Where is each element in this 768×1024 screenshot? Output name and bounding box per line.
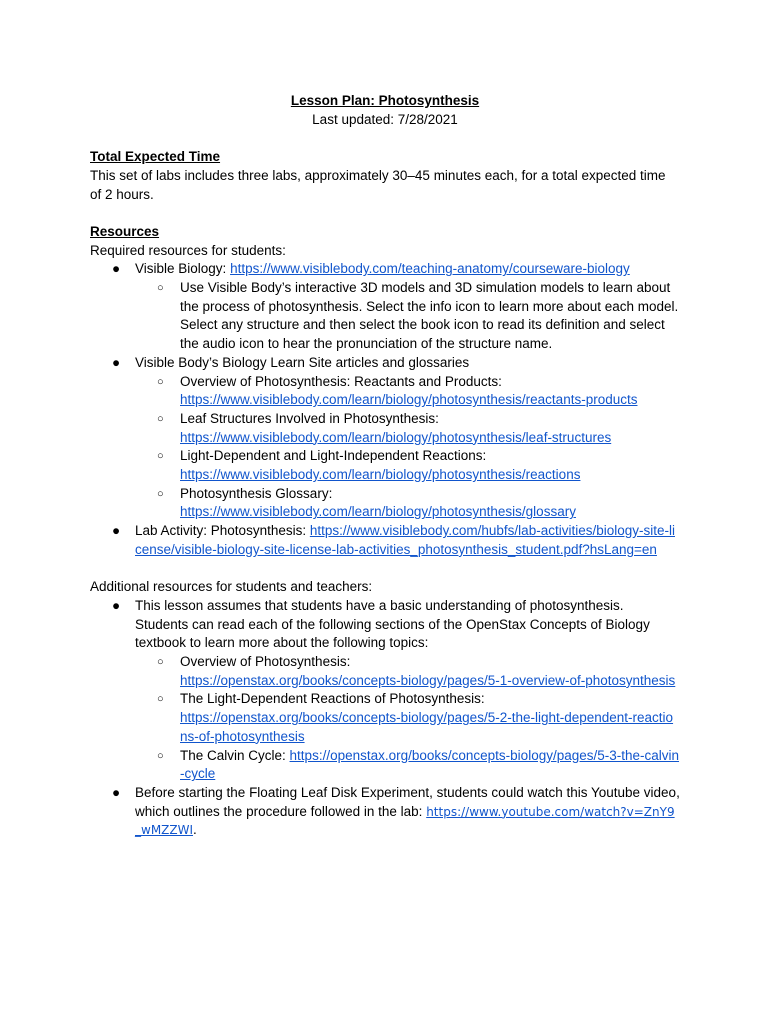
- lab-activity-link[interactable]: https://www.visiblebody.com/hubfs/lab-activities/biology-site-license/visible-biology-site-license-lab-activities_photosynthesis_student.pdf?hsLang=en: [135, 523, 675, 557]
- document-page: [90, 92, 680, 840]
- learn-item-label: Light-Dependent and Light-Independent Reactions:: [180, 448, 487, 464]
- list-item: [135, 485, 680, 522]
- learn-site-label: Visible Body’s Biology Learn Site articles and glossaries: [135, 354, 470, 370]
- additional-resources-list: [90, 597, 680, 840]
- calvin-cycle-label: The Calvin Cycle:: [180, 747, 290, 763]
- page-title: Lesson Plan: Photosynthesis: [290, 93, 480, 108]
- circle-bullet-icon: ○: [157, 487, 164, 500]
- list-item: [135, 410, 680, 447]
- circle-bullet-icon: ○: [157, 375, 164, 388]
- list-item: [90, 260, 680, 354]
- list-item: [135, 690, 680, 746]
- openstax-text: This lesson assumes that students have a basic understanding of photosynthesis. Students can read each of the following sections of the OpenStax Concepts of Biology textbook to learn more about the following topics:: [135, 597, 650, 651]
- last-updated: Last updated: 7/28/2021: [312, 111, 458, 127]
- list-item: [90, 784, 680, 840]
- visible-biology-label: Visible Biology:: [135, 261, 231, 277]
- youtube-text: Before starting the Floating Leaf Disk Experiment, students could watch this Youtube video, which outlines the procedure followed in the lab:: [135, 784, 680, 819]
- list-item: [135, 747, 680, 784]
- openstax-item-link[interactable]: https://openstax.org/books/concepts-biology/pages/5-1-overview-of-photosynthesis: [180, 672, 676, 688]
- list-item: [135, 447, 680, 484]
- bullet-icon: ●: [112, 354, 121, 370]
- total-time-heading: Total Expected Time: [90, 149, 221, 165]
- learn-item-label: Photosynthesis Glossary:: [180, 485, 333, 501]
- learn-item-link[interactable]: https://www.visiblebody.com/learn/biology/photosynthesis/reactions: [180, 467, 581, 483]
- bullet-icon: ●: [112, 597, 121, 613]
- visible-biology-detail: Use Visible Body’s interactive 3D models and 3D simulation models to learn about the process of photosynthesis. Select the info icon to learn more about each model. Select any structure and then select the book icon to read its definition and select the audio icon to hear the pronunciation of the structure name.: [180, 280, 679, 352]
- learn-item-label: Overview of Photosynthesis: Reactants and Products:: [180, 373, 502, 389]
- learn-item-label: Leaf Structures Involved in Photosynthesis:: [180, 410, 439, 426]
- list-item: [90, 597, 680, 784]
- openstax-item-label: Overview of Photosynthesis:: [180, 654, 351, 670]
- bullet-icon: ●: [112, 784, 121, 800]
- learn-item-link[interactable]: https://www.visiblebody.com/learn/biology/photosynthesis/leaf-structures: [180, 429, 612, 445]
- openstax-item-link[interactable]: https://openstax.org/books/concepts-biology/pages/5-2-the-light-dependent-reactions-of-photosynthesis: [180, 710, 674, 744]
- resources-heading: Resources: [90, 223, 160, 239]
- list-item: [90, 354, 680, 522]
- circle-bullet-icon: ○: [157, 656, 164, 669]
- resources-intro: Required resources for students:: [90, 242, 286, 258]
- list-item: [135, 279, 680, 354]
- learn-site-sublist: [135, 373, 680, 523]
- circle-bullet-icon: ○: [157, 450, 164, 463]
- learn-item-link[interactable]: https://www.visiblebody.com/learn/biology/photosynthesis/reactants-products: [180, 392, 638, 408]
- openstax-sublist: [135, 653, 680, 784]
- youtube-end: .: [193, 822, 197, 838]
- circle-bullet-icon: ○: [157, 282, 164, 294]
- circle-bullet-icon: ○: [157, 749, 164, 762]
- visible-biology-sublist: [135, 279, 680, 354]
- list-item: [135, 373, 680, 410]
- total-time-text: This set of labs includes three labs, approximately 30–45 minutes each, for a total expected time of 2 hours.: [90, 167, 666, 202]
- lab-activity-label: Lab Activity: Photosynthesis:: [135, 523, 310, 539]
- openstax-item-label: The Light-Dependent Reactions of Photosynthesis:: [180, 691, 485, 707]
- bullet-icon: ●: [112, 261, 121, 277]
- required-resources-list: [90, 260, 680, 559]
- visible-biology-link[interactable]: https://www.visiblebody.com/teaching-anatomy/courseware-biology: [230, 261, 630, 277]
- youtube-link[interactable]: https://www.youtube.com/watch?v=ZnY9_wMZZWI: [135, 804, 675, 838]
- bullet-icon: ●: [112, 523, 121, 539]
- circle-bullet-icon: ○: [157, 693, 164, 706]
- list-item: [90, 522, 680, 559]
- learn-item-link[interactable]: https://www.visiblebody.com/learn/biology/photosynthesis/glossary: [180, 504, 576, 520]
- list-item: [135, 653, 680, 690]
- calvin-cycle-link[interactable]: https://openstax.org/books/concepts-biology/pages/5-3-the-calvin-cycle: [180, 747, 680, 782]
- additional-intro: Additional resources for students and teachers:: [90, 579, 373, 595]
- circle-bullet-icon: ○: [157, 412, 164, 425]
